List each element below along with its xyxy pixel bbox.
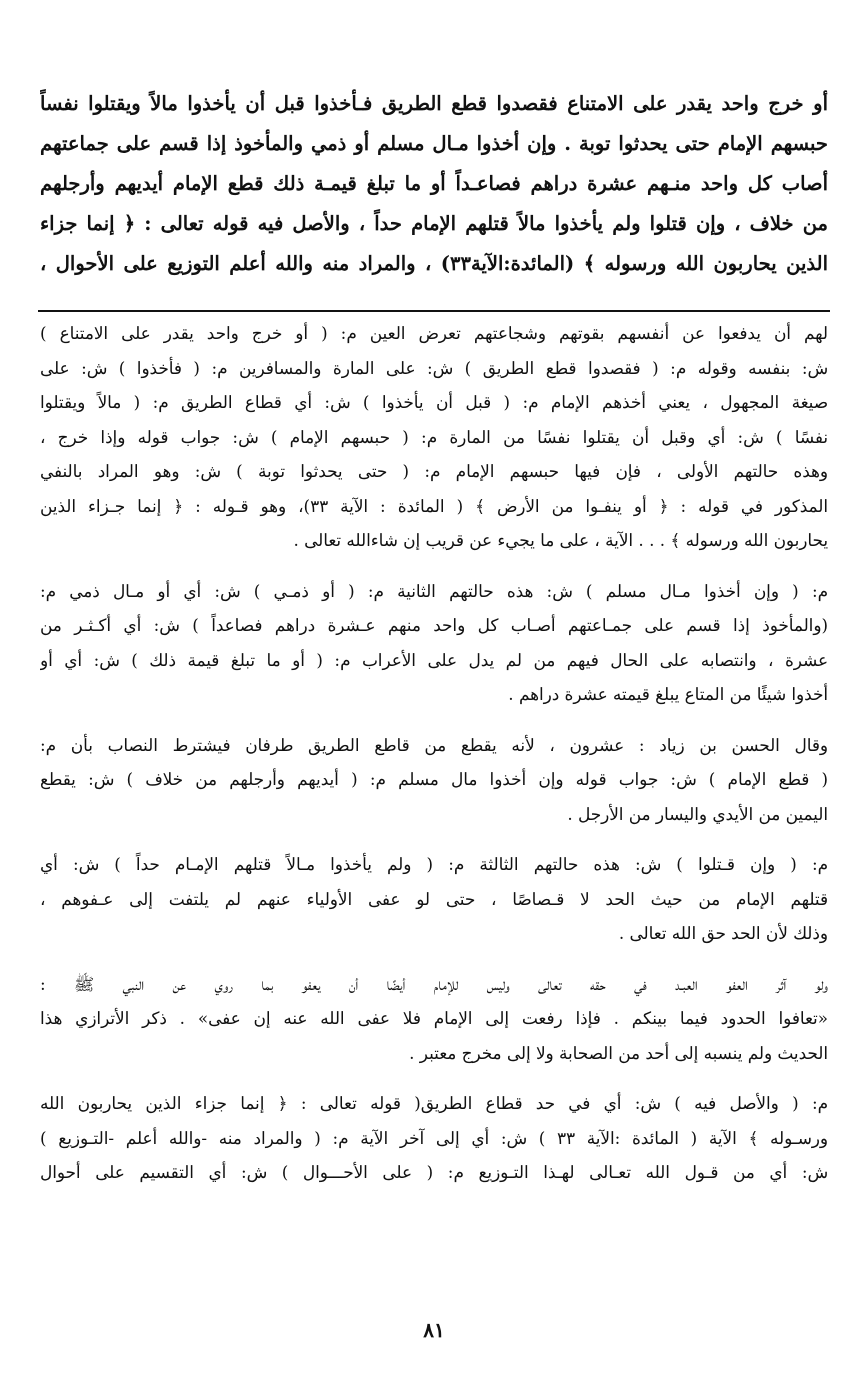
commentary-paragraph xyxy=(40,574,828,712)
commentary-line: المذكور في قوله : ﴿ أو ينفـوا من الأرض ﴾ ( المائدة : الآية ٣٣)، وهو قـوله : ﴿ إنما جـزاء الذين xyxy=(40,495,828,516)
commentary-line: (والمأخوذ إذا قسم على جمـاعتهم أصـاب كل واحد منهم عـشرة دراهم فصاعداً ) ش: أي أكـثـر من xyxy=(40,615,828,635)
commentary-line: ورسـوله ﴾ الآية ( المائدة :الآية ٣٣ ) ش: أي إلى آخر الآية م: ( والمراد منه -والله أعلم -التـوزيع ) xyxy=(40,1127,828,1148)
commentary-line: نفسًا ) ش: أي وقبل أن يقتلوا نفسًا من المارة م: ( حبسهم الإمام ) ش: جواب قوله وإذا خرج ، xyxy=(40,426,828,447)
commentary-line: لهم أن يدفعوا عن أنفسهم بقوتهم وشجاعتهم تعرض العين م: ( أو خرج واحد يقدر على الامتناع ) xyxy=(40,323,828,343)
main-text-line: أصاب كل واحد منـهم عشرة دراهم فصاعـداً أو ما تبلغ قيمـة ذلك قطع الإمام أيديهم وأرجلهم xyxy=(40,172,828,195)
main-text-block xyxy=(40,84,828,284)
commentary-line: اليمين من الأيدي واليسار من الأرجل . xyxy=(567,803,828,824)
commentary-line: ( قطع الإمام ) ش: جواب قوله وإن أخذوا مال مسلم م: ( أيديهم وأرجلهم من خلاف ) ش: يقطع xyxy=(40,769,828,789)
commentary-line: وقال الحسن بن زياد : عشرون ، لأنه يقطع من قاطع الطريق طرفان فيشترط النصاب بأن م: xyxy=(40,734,828,755)
main-text-line: من خلاف ، وإن قتلوا ولم يأخذوا مالاً قتلهم الإمام حداً ، والأصل فيه قوله تعالى : ﴿ إنما جزاء xyxy=(40,212,828,235)
commentary-line: قتلهم الإمام من حيث الحد لا قـصاصًا ، حتى لو عفى الأولياء عنهم لم يلتفت إلى عـفوهم ، xyxy=(40,888,828,909)
commentary-block xyxy=(40,316,828,1206)
commentary-line: م: ( وإن قـتلوا ) ش: هذه حالتهم الثالثة م: ( ولم يأخذوا مـالاً قتلهم الإمـام حداً ) ش: أي xyxy=(40,854,828,874)
commentary-paragraph xyxy=(40,316,828,558)
commentary-line: ولو آثر العفو العبـد في حقه تعالى وليس للإمام أيضًا أن يعفو بما روي عن النبي ﷺ : xyxy=(40,973,828,994)
page-number: ٨١ xyxy=(423,1318,445,1342)
text-divider-line xyxy=(38,310,830,312)
commentary-line: وهذه حالتهم الأولى ، فإن فيها حبسهم الإمام م: ( حتى يحدثوا توبة ) ش: وهو المراد بالنفي xyxy=(40,461,828,481)
commentary-line: م: ( وإن أخذوا مـال مسلم ) ش: هذه حالتهم الثانية م: ( أو ذمـي ) ش: أي أو مـال ذمي م: xyxy=(40,580,828,601)
commentary-paragraph xyxy=(40,728,828,832)
commentary-line: عشرة ، وانتصابه على الحال فيهم من لم يدل على الأعراب م: ( أو ما تبلغ قيمة ذلك ) ش: أي أو xyxy=(40,649,828,670)
main-text-line: الذين يحاربون الله ورسوله ﴾ (المائدة:الآية٣٣) ، والمراد منه والله أعلم التوزيع على الأحوال ، xyxy=(40,252,828,275)
commentary-line: أخذوا شيئًا من المتاع يبلغ قيمته عشرة دراهم . xyxy=(508,684,828,704)
commentary-line: ش: أي من قـول الله تعـالى لهـذا التـوزيع م: ( على الأحـــوال ) ش: أي التقسيم على أحوال xyxy=(40,1162,828,1182)
commentary-paragraph xyxy=(40,1086,828,1190)
main-text-line: حبسهم الإمام حتى يحدثوا توبة . وإن أخذوا مـال مسلم أو ذمي والمأخوذ إذا قسم على جماعتهم xyxy=(40,132,828,155)
commentary-line: ش: بنفسه وقوله م: ( فقصدوا قطع الطريق ) ش: على المارة والمسافرين م: ( فأخذوا ) ش: على xyxy=(40,357,828,378)
commentary-line: يحاربون الله ورسوله ﴾ . . . الآية ، على ما يجيء عن قريب إن شاءالله تعالى . xyxy=(293,530,828,550)
commentary-paragraph xyxy=(40,847,828,951)
commentary-line: الحديث ولم ينسبه إلى أحد من الصحابة ولا إلى مخرج معتبر . xyxy=(409,1042,828,1063)
commentary-paragraph xyxy=(40,967,828,1071)
main-text-line: أو خرج واحد يقدر على الامتناع فقصدوا قطع الطريق فـأخذوا قبل أن يأخذوا مالاً ويقتلوا نفساً xyxy=(40,92,828,115)
commentary-line: وذلك لأن الحد حق الله تعالى . xyxy=(618,923,828,943)
commentary-line: «تعافوا الحدود فيما بينكم . فإذا رفعت إلى الإمام فلا عفى الله عنه إن عفى» . ذكر الأترازي هذا xyxy=(40,1008,828,1028)
commentary-line: صيغة المجهول ، يعني أخذهم الإمام م: ( قبل أن يأخذوا ) ش: أي قطاع الطريق م: ( مالاً ويقتلوا xyxy=(40,392,828,412)
commentary-line: م: ( والأصل فيه ) ش: أي في حد قطاع الطريق( قوله تعالى : ﴿ إنما جزاء الذين يحاربون الله xyxy=(40,1093,828,1113)
